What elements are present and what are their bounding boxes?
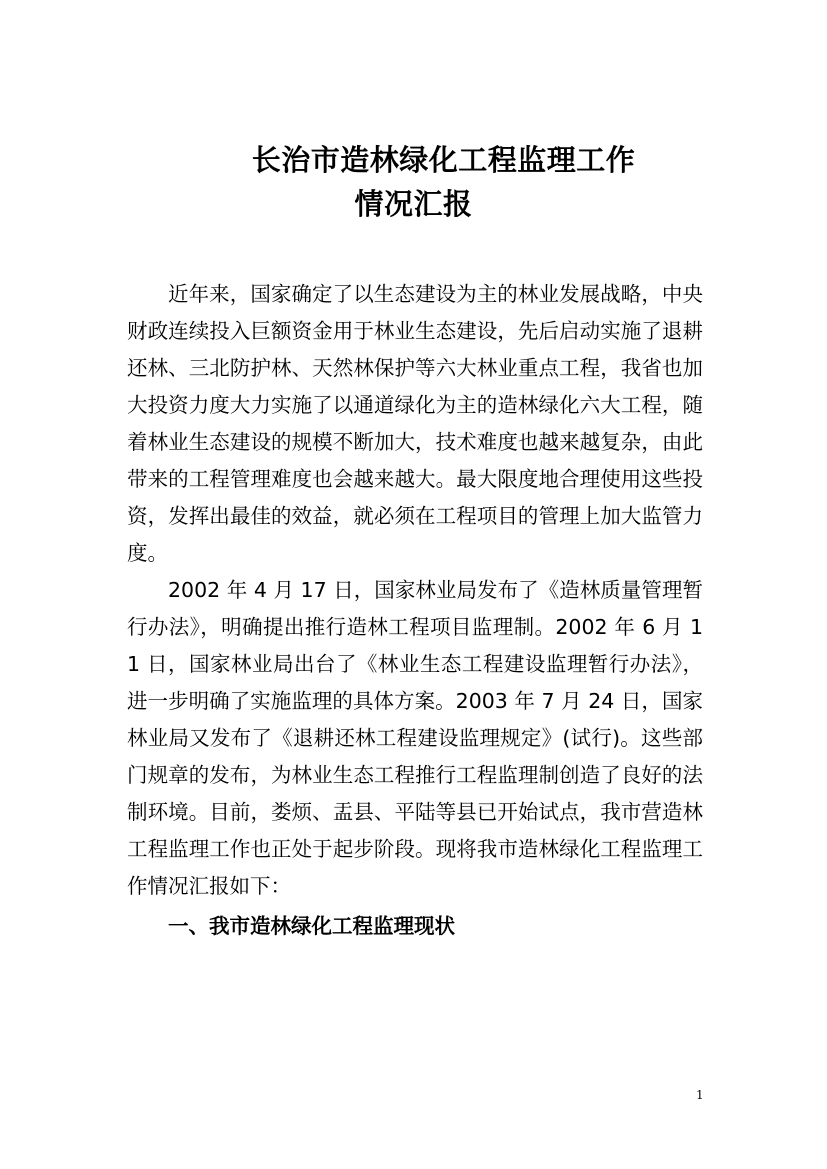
title-line-1: 长治市造林绿化工程监理工作: [251, 143, 636, 177]
document-body: [127, 276, 703, 945]
paragraph-regulations: 2002 年 4 月 17 日，国家林业局发布了《造林质量管理暂行办法》，明确提出推行造林工程项目监理制。2002 年 6 月 11 日，国家林业局出台了《林业生态工程建设监理暂行办法》，进一步明确了实施监理的具体方案。2003 年 7 月 24 日，国家林业局又发布了《退耕还林工程建设监理规定》(试行)。这些部门规章的发布，为林业生态工程推行工程监理制创造了良好的法制环境。目前，娄烦、盂县、平陆等县已开始试点，我市营造林工程监理工作也正处于起步阶段。现将我市造林绿化工程监理工作情况汇报如下：: [127, 578, 703, 898]
section-heading: 一、我市造林绿化工程监理现状: [168, 914, 455, 938]
title-line-2: 情况汇报: [354, 187, 473, 221]
document-title: [0, 138, 827, 226]
paragraph-intro: 近年来，国家确定了以生态建设为主的林业发展战略，中央财政连续投入巨额资金用于林业生态建设，先后启动实施了退耕还林、三北防护林、天然林保护等六大林业重点工程，我省也加大投资力度大力实施了以通道绿化为主的造林绿化六大工程，随着林业生态建设的规模不断加大，技术难度也越来越复杂，由此带来的工程管理难度也会越来越大。最大限度地合理使用这些投资，发挥出最佳的效益，就必须在工程项目的管理上加大监管力度。: [127, 282, 703, 565]
page-number: 1: [696, 1088, 704, 1102]
